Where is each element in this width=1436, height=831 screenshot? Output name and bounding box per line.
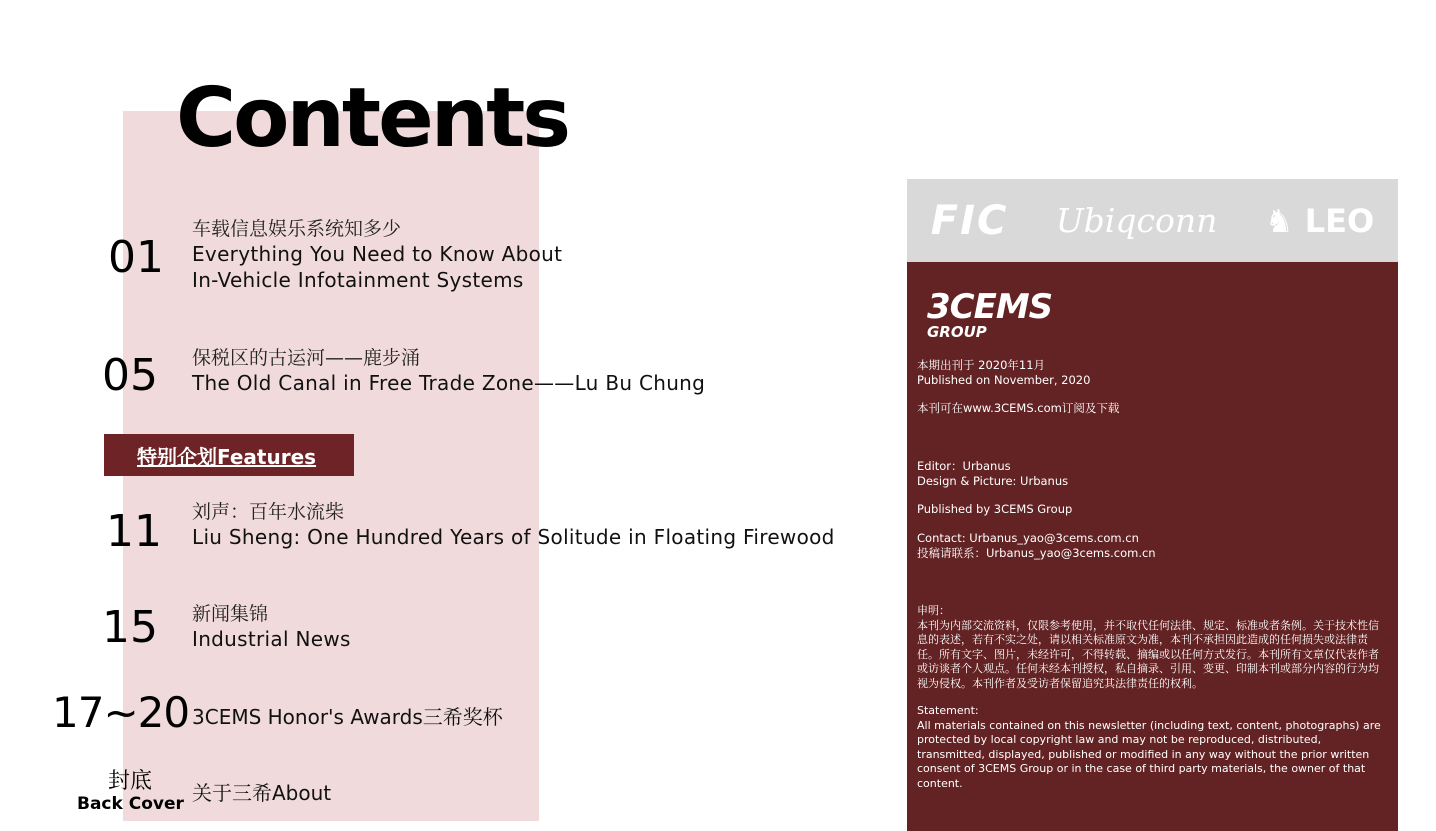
entry-title-zh: 保税区的古运河——鹿步涌 (192, 347, 421, 369)
toc-entry[interactable]: 3CEMS Honor's Awards三希奖杯 (192, 705, 503, 729)
section-tag-features[interactable]: 特别企划Features (104, 434, 354, 476)
page-title: Contents (176, 71, 569, 166)
entry-number: 15 (102, 602, 158, 653)
entry-number: 05 (102, 350, 158, 401)
statement-en: Statement: All materials contained on this newsletter (including text, content, photographs) are protected by local copyright law and may not be reproduced, distributed, transmitted, displayed, published or modified in any way without the prior written consent of 3CEMS Group or in the case of third party materials, the owner of that content. (917, 704, 1381, 790)
toc-entry[interactable] (192, 602, 351, 652)
statement-zh: 申明： 本刊为内部交流资料，仅限参考使用，并不取代任何法律、规定、标准或者条例。关于技术性信息的表述，若有不实之处，请以相关标准原文为准，本刊不承担因此造成的任何损失或法律责任。所有文字、图片，未经许可，不得转载、摘编或以任何方式发行。本刊所有文章仅代表作者或访谈者个人观点。任何未经本刊授权，私自摘录、引用、变更、印制本刊或部分内容的行为均视为侵权。本刊作者及受访者保留追究其法律责任的权利。 (917, 604, 1379, 690)
contact-info: Contact: Urbanus_yao@3cems.com.cn 投稿请联系：Urbanus_yao@3cems.com.cn (917, 531, 1156, 560)
entry-title-en: Liu Sheng: One Hundred Years of Solitude in Floating Firewood (192, 525, 835, 549)
entry-number: 01 (108, 232, 164, 283)
entry-title-en: The Old Canal in Free Trade Zone——Lu Bu Chung (192, 371, 706, 395)
publication-info (907, 262, 1398, 831)
partner-logo-bar (907, 179, 1398, 262)
entry-title-en: Everything You Need to Know About (192, 242, 563, 266)
leo-logo: ♞ LEO (1264, 201, 1375, 240)
lion-icon: ♞ (1264, 201, 1294, 240)
entry-number: 11 (106, 506, 162, 557)
back-cover-label-zh: 封底 (108, 769, 153, 794)
back-cover-label-en: Back Cover (77, 794, 184, 814)
publish-date: 本期出刊于 2020年11月 Published on November, 2020 (917, 358, 1091, 387)
entry-title-zh: 刘声：百年水流柴 (192, 501, 345, 523)
entry-title-en: Industrial News (192, 627, 351, 651)
entry-title-zh: 车载信息娱乐系统知多少 (192, 218, 402, 240)
entry-title-zh: 新闻集锦 (192, 603, 269, 625)
toc-entry[interactable]: 关于三希About (192, 781, 332, 805)
entry-title-en: In-Vehicle Infotainment Systems (192, 268, 524, 292)
info-panel (907, 179, 1398, 831)
subscribe-note: 本刊可在www.3CEMS.com订阅及下载 (917, 401, 1120, 415)
3cems-logo: 3CEMS GROUP (927, 287, 1053, 341)
publisher: Published by 3CEMS Group (917, 502, 1073, 516)
credits: Editor：Urbanus Design & Picture: Urbanus (917, 459, 1069, 488)
ubiqconn-logo: Ubiqconn (1055, 201, 1218, 240)
toc-entry[interactable] (192, 346, 705, 396)
toc-entry[interactable] (192, 500, 835, 550)
fic-logo: FIC (930, 197, 1009, 244)
entry-number: 17~20 (52, 688, 190, 737)
toc-entry[interactable] (192, 217, 562, 293)
